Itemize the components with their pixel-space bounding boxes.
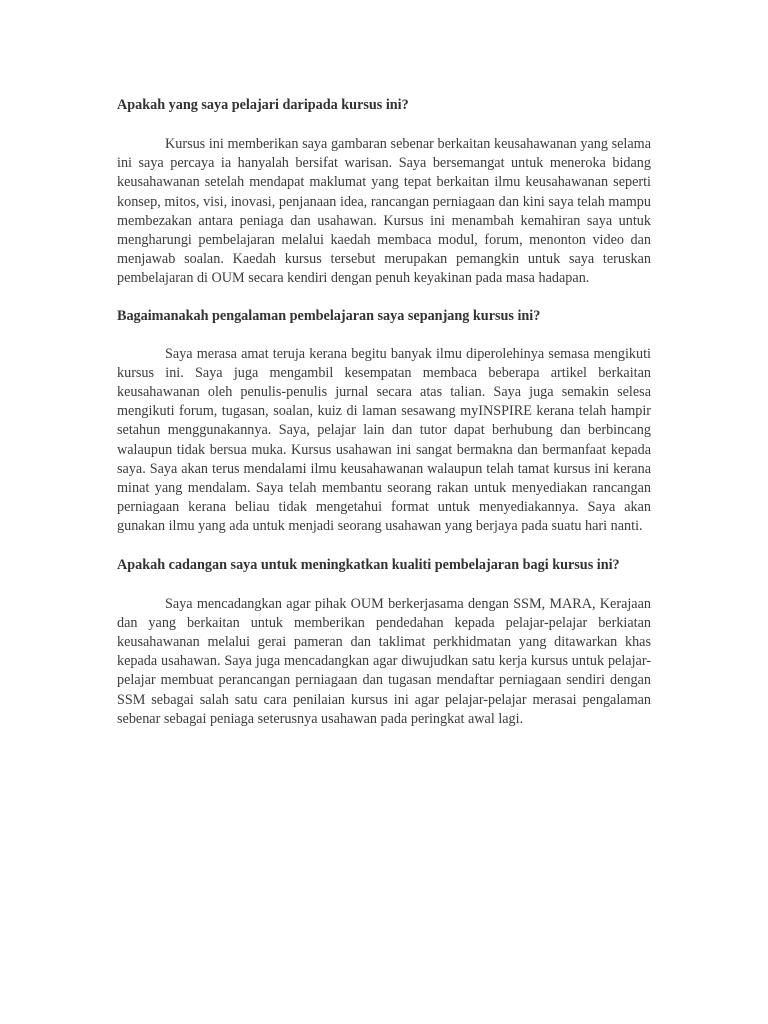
section-paragraph-learned: Kursus ini memberikan saya gambaran sebenar berkaitan keusahawanan yang selama ini saya percaya ia hanyalah bersifat warisan. Saya bersemangat untuk meneroka bidang keusahawanan setelah mendapat maklumat yang tepat berkaitan ilmu keusahawanan seperti konsep, mitos, visi, inovasi, penjanaan idea, rancangan perniagaan dan kini saya telah mampu membezakan antara peniaga dan usahawan. Kursus ini menambah kemahiran saya untuk mengharungi pembelajaran melalui kaedah membaca modul, forum, menonton video dan menjawab soalan. Kaedah kursus tersebut merupakan pemangkin untuk saya teruskan pembelajaran di OUM secara kendiri dengan penuh keyakinan pada masa hadapan. <box>117 136 651 287</box>
section-heading-learned: Apakah yang saya pelajari daripada kursus ini? <box>117 97 409 113</box>
section-heading-experience: Bagaimanakah pengalaman pembelajaran saya sepanjang kursus ini? <box>117 307 541 324</box>
section-paragraph-experience: Saya merasa amat teruja kerana begitu banyak ilmu diperolehinya semasa mengikuti kursus ini. Saya juga mengambil kesempatan membaca beberapa artikel berkaitan keusahawanan oleh penulis-penulis jurnal secara atas talian. Saya juga semakin selesa mengikuti forum, tugasan, soalan, kuiz di laman sesawang myINSPIRE kerana telah hampir setahun menggunakannya. Saya, pelajar lain dan tutor dapat berhubung dan berbincang walaupun tidak bersua muka. Kursus usahawan ini sangat bermakna dan bermanfaat kepada saya. Saya akan terus mendalami ilmu keusahawanan walaupun telah tamat kursus ini kerana minat yang mendalam. Saya telah membantu seorang rakan untuk menyediakan rancangan perniagaan kerana beliau tidak mengetahui format untuk menyediakannya. Saya akan gunakan ilmu yang ada untuk menjadi seorang usahawan yang berjaya pada suatu hari nanti. <box>117 345 651 535</box>
section-paragraph-suggestions: Saya mencadangkan agar pihak OUM berkerjasama dengan SSM, MARA, Kerajaan dan yang berkaitan untuk memberikan pendedahan kepada pelajar-pelajar berkiatan keusahawanan melalui gerai pameran dan taklimat perkhidmatan yang ditawarkan khas kepada usahawan. Saya juga mencadangkan agar diwujudkan satu kerja kursus untuk pelajar-pelajar membuat perancangan perniagaan dan tugasan mendaftar perniagaan sendiri dengan SSM sebagai salah satu cara penilaian kursus ini agar pelajar-pelajar merasai pengalaman sebenar sebagai peniaga seterusnya usahawan pada peringkat awal lagi. <box>117 595 651 727</box>
document-page <box>117 96 651 729</box>
section-heading-suggestions: Apakah cadangan saya untuk meningkatkan kualiti pembelajaran bagi kursus ini? <box>117 556 620 573</box>
